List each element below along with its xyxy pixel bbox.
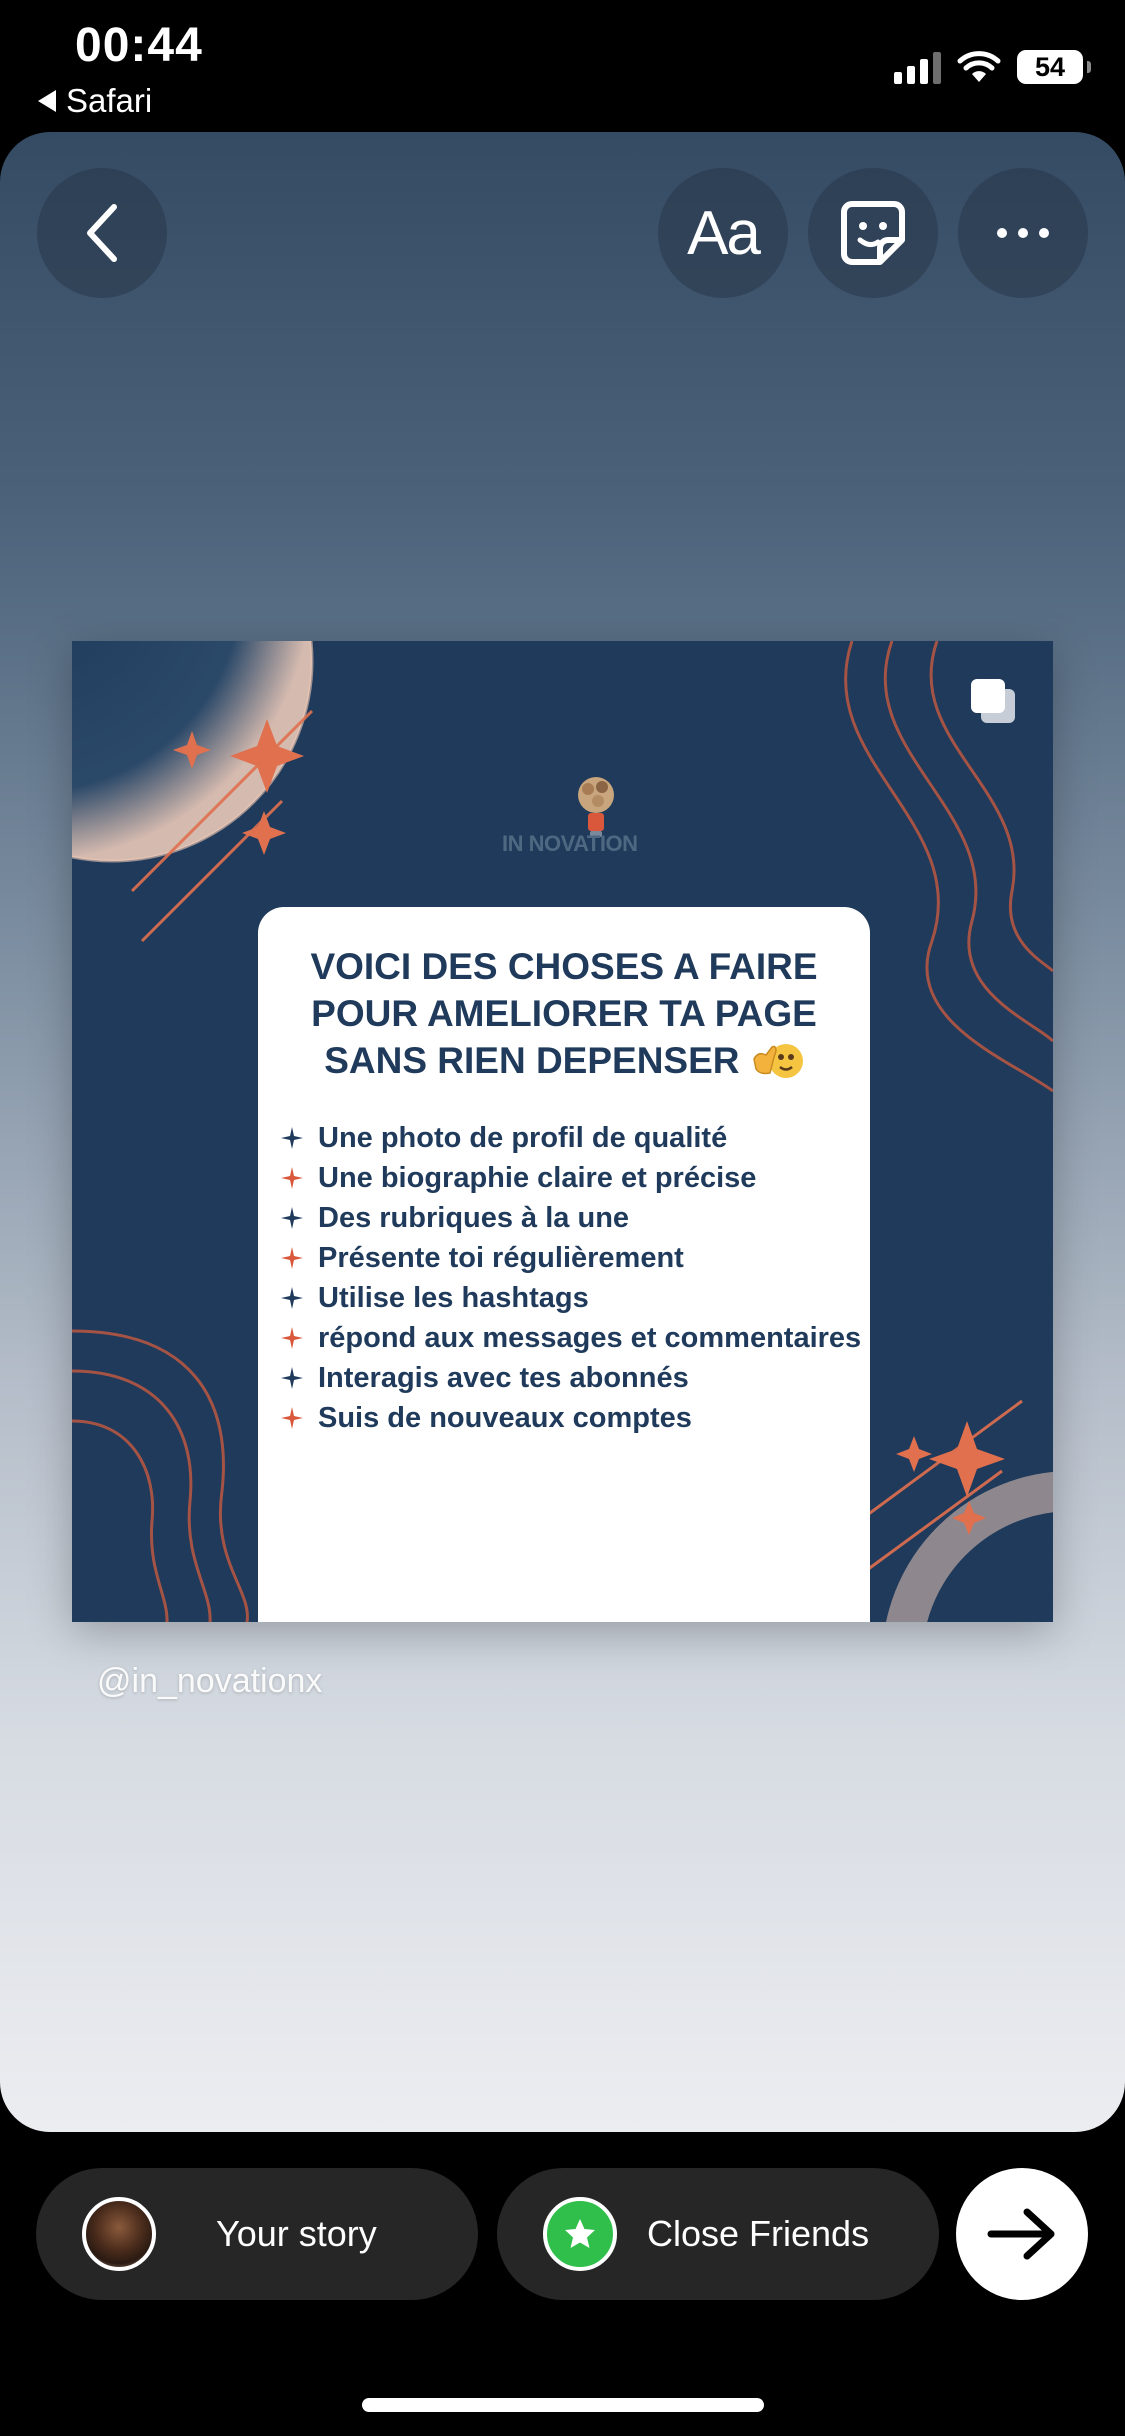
battery-icon: 54 [1017,50,1083,84]
tips-list [258,1118,870,1438]
list-item [280,1118,870,1158]
brand-name: IN NOVATION [502,831,638,856]
sparkle-bullet-icon [280,1246,304,1270]
list-item [280,1318,870,1358]
list-item-text: Interagis avec tes abonnés [318,1362,689,1394]
sparkle-bullet-icon [280,1406,304,1430]
list-item [280,1278,870,1318]
sticker-button[interactable] [808,168,938,298]
status-time: 00:44 [75,19,203,72]
back-app-label: Safari [66,82,153,119]
list-item [280,1198,870,1238]
sparkle-bullet-icon [280,1166,304,1190]
close-friends-star-icon [543,2197,617,2271]
list-item-text: Une photo de profil de qualité [318,1122,728,1154]
close-friends-button[interactable] [497,2168,939,2300]
list-item [280,1238,870,1278]
your-story-label: Your story [216,2213,377,2254]
avatar [82,2197,156,2271]
sparkle-bullet-icon [280,1366,304,1390]
brand-logo [482,777,682,867]
text-tool-button[interactable]: Aa [658,168,788,298]
mention-sticker[interactable]: @in_novationx [97,1662,323,1700]
list-item [280,1158,870,1198]
close-friends-label: Close Friends [647,2213,870,2254]
list-item-text: Présente toi régulièrement [318,1242,684,1274]
status-bar [0,0,1125,130]
home-indicator[interactable] [362,2398,764,2412]
back-to-app-link[interactable] [38,82,152,120]
list-item-text: Des rubriques à la une [318,1202,630,1234]
tips-card [258,907,870,1622]
list-item-text: Utilise les hashtags [318,1282,589,1314]
sparkle-bullet-icon [280,1126,304,1150]
shared-post-card[interactable] [72,641,1053,1622]
post-title [258,943,870,1084]
sparkle-bullet-icon [280,1286,304,1310]
status-indicators [894,50,1083,84]
send-button[interactable] [956,2168,1088,2300]
more-options-button[interactable] [958,168,1088,298]
list-item-text: Suis de nouveaux comptes [318,1402,692,1434]
wifi-icon [957,50,1001,84]
star-icon [563,2217,597,2251]
list-item [280,1398,870,1438]
your-story-button[interactable] [36,2168,478,2300]
post-title-text: VOICI DES CHOSES A FAIRE POUR AMELIORER TA PAGE SANS RIEN DEPENSER [310,946,818,1081]
back-button[interactable] [37,168,167,298]
sparkle-bullet-icon [280,1206,304,1230]
story-canvas[interactable] [0,132,1125,2132]
thumbs-up-emoji-icon [750,1037,804,1081]
list-item-text: Une biographie claire et précise [318,1162,757,1194]
back-triangle-icon [38,90,56,112]
arrow-right-icon [987,2207,1057,2261]
list-item [280,1358,870,1398]
carousel-multi-icon [967,675,1019,727]
list-item-text: répond aux messages et commentaires [318,1322,862,1354]
chevron-left-icon [80,201,124,265]
cellular-signal-icon [894,50,941,84]
sticker-icon [838,198,908,268]
sparkle-bullet-icon [280,1326,304,1350]
more-horizontal-icon [995,226,1051,240]
